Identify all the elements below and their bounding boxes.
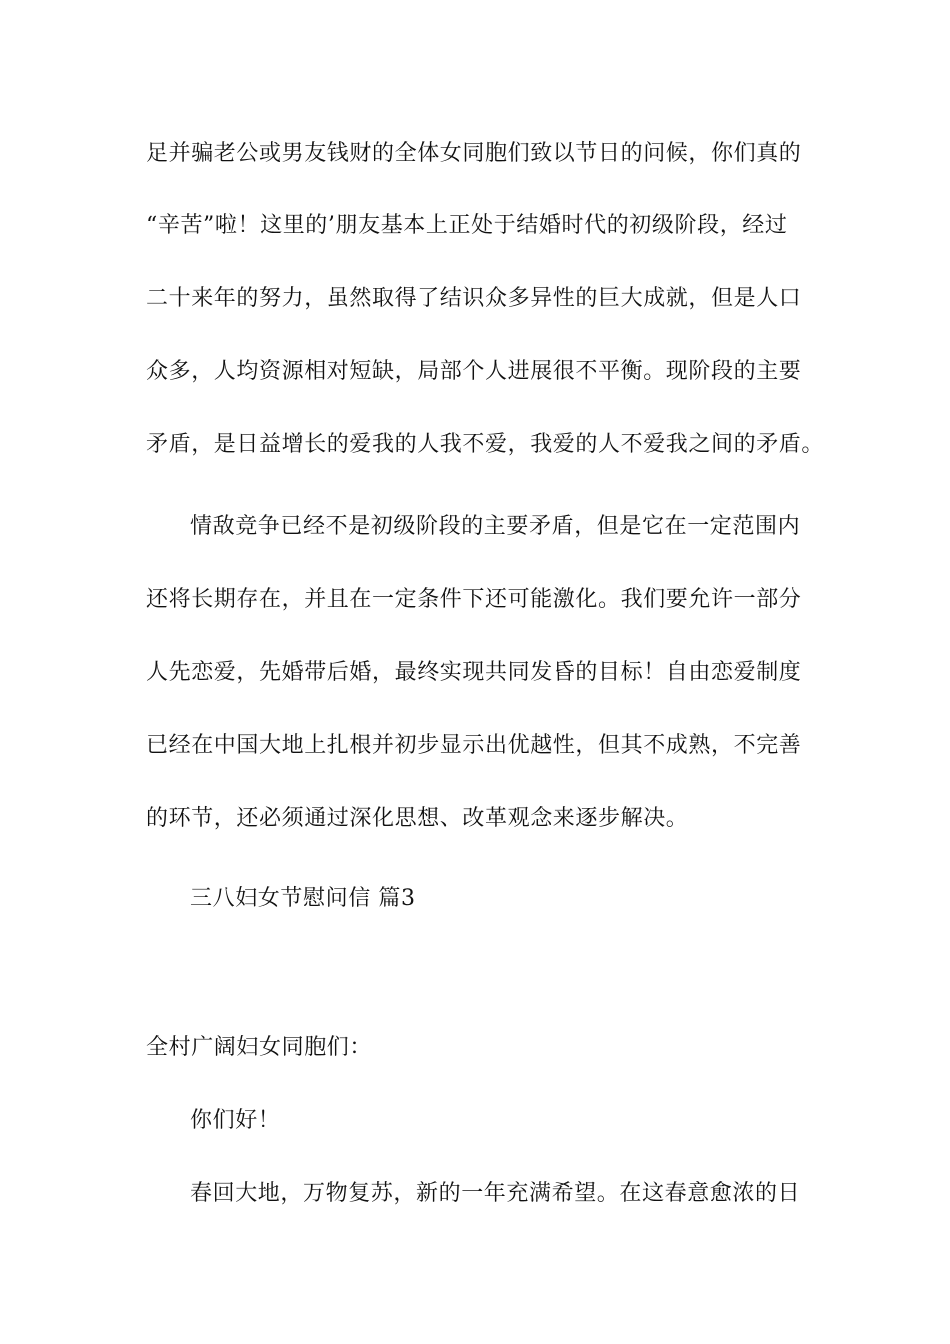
paragraph-3-line-1: 春回大地，万物复苏，新的一年充满希望。在这春意愈浓的日 <box>190 1181 801 1206</box>
greeting: 你们好！ <box>190 1108 281 1133</box>
paragraph-1-line-2: “辛苦”啦！这里的’朋友基本上正处于结婚时代的初级阶段，经过 <box>146 213 788 238</box>
paragraph-2-line-4: 已经在中国大地上扎根并初步显示出优越性，但其不成熟，不完善 <box>146 733 802 758</box>
paragraph-1-line-1: 足并骗老公或男友钱财的全体女同胞们致以节日的问候，你们真的 <box>146 141 802 166</box>
salutation: 全村广阔妇女同胞们： <box>146 1035 373 1060</box>
paragraph-1-line-3: 二十来年的努力，虽然取得了结识众多异性的巨大成就，但是人口 <box>146 286 802 311</box>
paragraph-2-line-2: 还将长期存在，并且在一定条件下还可能激化。我们要允许一部分 <box>146 587 802 612</box>
paragraph-2-line-1: 情敌竞争已经不是初级阶段的主要矛盾，但是它在一定范围内 <box>190 514 801 539</box>
paragraph-2-line-3: 人先恋爱，先婚带后婚，最终实现共同发昏的目标！自由恋爱制度 <box>146 660 802 685</box>
paragraph-1-line-5: 矛盾，是日益增长的爱我的人我不爱，我爱的人不爱我之间的矛盾。 <box>146 432 825 457</box>
paragraph-2-line-5: 的环节，还必须通过深化思想、改革观念来逐步解决。 <box>146 806 689 831</box>
section-heading: 三八妇女节慰问信 篇3 <box>190 886 416 911</box>
paragraph-1-line-4: 众多，人均资源相对短缺，局部个人进展很不平衡。现阶段的主要 <box>146 359 802 384</box>
